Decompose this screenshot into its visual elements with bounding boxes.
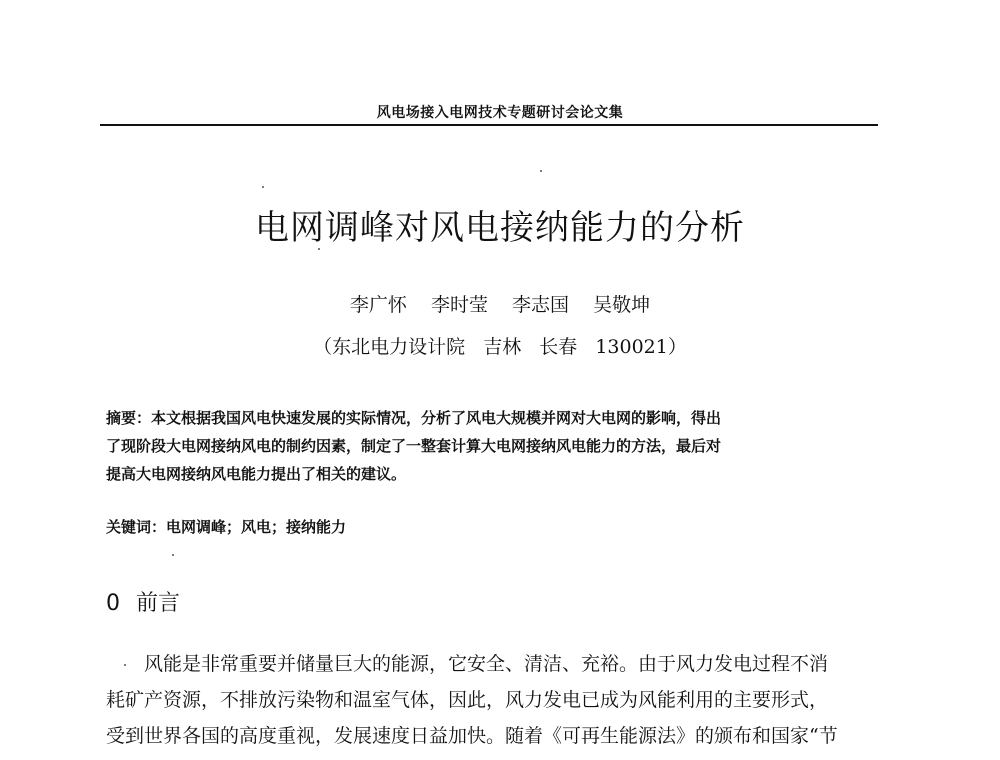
author-list bbox=[0, 290, 1000, 317]
abstract-line: 了现阶段大电网接纳风电的制约因素，制定了一整套计算大电网接纳风电能力的方法，最后对 bbox=[106, 437, 722, 455]
keywords: 关键词：电网调峰；风电；接纳能力 bbox=[106, 518, 347, 536]
author-name: 吴敬坤 bbox=[593, 294, 651, 316]
body-line: 风能是非常重要并储量巨大的能源，它安全、清洁、充裕。由于风力发电过程不消 bbox=[144, 653, 829, 675]
section-title: 前言 bbox=[136, 591, 181, 616]
affiliation-province: 吉林 bbox=[483, 336, 522, 358]
scan-speck bbox=[172, 554, 174, 556]
scan-speck bbox=[318, 248, 320, 250]
affiliation-postcode: 130021 bbox=[595, 336, 668, 358]
running-header: 风电场接入电网技术专题研讨会论文集 bbox=[376, 105, 624, 121]
body-paragraph bbox=[106, 646, 886, 754]
abstract-line: 摘要：本文根据我国风电快速发展的实际情况，分析了风电大规模并网对大电网的影响，得出 bbox=[106, 409, 722, 427]
scan-speck bbox=[124, 664, 126, 666]
section-number: 0 bbox=[106, 591, 120, 616]
body-line: 受到世界各国的高度重视，发展速度日益加快。随着《可再生能源法》的颁布和国家“节 bbox=[106, 725, 838, 747]
affiliation-institute: 东北电力设计院 bbox=[332, 336, 466, 358]
affiliation-close-paren: ） bbox=[667, 336, 687, 358]
author-name: 李志国 bbox=[512, 294, 570, 316]
author-affiliation bbox=[0, 332, 1000, 359]
section-heading bbox=[106, 586, 180, 617]
scan-speck bbox=[262, 186, 264, 188]
author-name: 李时莹 bbox=[430, 294, 488, 316]
body-line: 耗矿产资源，不排放污染物和温室气体，因此，风力发电已成为风能利用的主要形式， bbox=[106, 689, 829, 711]
abstract bbox=[106, 404, 886, 488]
paper-title: 电网调峰对风电接纳能力的分析 bbox=[255, 208, 745, 248]
author-name: 李广怀 bbox=[349, 294, 407, 316]
affiliation-city: 长春 bbox=[539, 336, 578, 358]
header-rule bbox=[100, 124, 878, 126]
scan-speck bbox=[540, 170, 542, 172]
affiliation-open-paren: （ bbox=[313, 336, 333, 358]
abstract-line: 提高大电网接纳风电能力提出了相关的建议。 bbox=[106, 465, 407, 483]
